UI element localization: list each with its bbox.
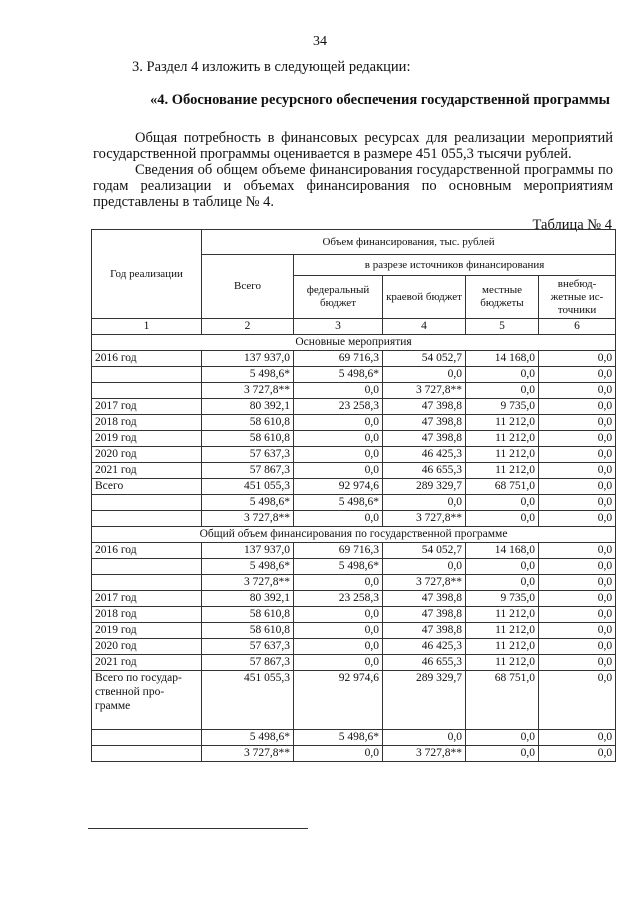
table-row [92, 543, 616, 559]
year-cell: Всего по государ-ственной про-грамме [92, 671, 202, 730]
federal-cell: 0,0 [294, 383, 383, 399]
federal-cell: 0,0 [294, 607, 383, 623]
extrabudget-cell: 0,0 [539, 383, 616, 399]
local-cell: 11 212,0 [466, 655, 539, 671]
year-cell: 2016 год [92, 543, 202, 559]
federal-cell: 0,0 [294, 415, 383, 431]
year-cell: 2019 год [92, 431, 202, 447]
local-cell: 68 751,0 [466, 671, 539, 730]
total-cell: 58 610,8 [202, 607, 294, 623]
extrabudget-cell: 0,0 [539, 431, 616, 447]
local-cell: 11 212,0 [466, 431, 539, 447]
local-cell: 9 735,0 [466, 591, 539, 607]
table-row [92, 511, 616, 527]
table-row [92, 415, 616, 431]
year-cell [92, 383, 202, 399]
federal-cell: 5 498,6* [294, 559, 383, 575]
regional-cell: 0,0 [383, 367, 466, 383]
extrabudget-cell: 0,0 [539, 399, 616, 415]
extrabudget-cell: 0,0 [539, 730, 616, 746]
local-cell: 11 212,0 [466, 415, 539, 431]
regional-cell: 3 727,8** [383, 511, 466, 527]
section-title-row [92, 335, 616, 351]
total-cell: 451 055,3 [202, 479, 294, 495]
table-row [92, 431, 616, 447]
header-extrabudget: внебюд-жетные ис-точники [539, 276, 616, 319]
regional-cell: 47 398,8 [383, 399, 466, 415]
total-cell: 137 937,0 [202, 543, 294, 559]
total-cell: 3 727,8** [202, 575, 294, 591]
regional-cell: 46 425,3 [383, 639, 466, 655]
total-cell: 80 392,1 [202, 399, 294, 415]
federal-cell: 5 498,6* [294, 495, 383, 511]
total-cell: 57 637,3 [202, 447, 294, 463]
year-cell: 2017 год [92, 591, 202, 607]
section-program-total-title: Общий объем финансирования по государственной программе [92, 527, 616, 543]
year-cell: Всего [92, 479, 202, 495]
total-cell: 3 727,8** [202, 383, 294, 399]
federal-cell: 5 498,6* [294, 367, 383, 383]
total-cell: 5 498,6* [202, 730, 294, 746]
col-number: 2 [202, 319, 294, 335]
table-row [92, 495, 616, 511]
local-cell: 11 212,0 [466, 463, 539, 479]
table-row [92, 383, 616, 399]
table-row [92, 479, 616, 495]
regional-cell: 46 655,3 [383, 463, 466, 479]
financing-table [91, 229, 616, 762]
extrabudget-cell: 0,0 [539, 655, 616, 671]
local-cell: 0,0 [466, 559, 539, 575]
regional-cell: 3 727,8** [383, 746, 466, 762]
extrabudget-cell: 0,0 [539, 671, 616, 730]
table-row [92, 447, 616, 463]
header-row-1 [92, 230, 616, 255]
paragraph-table-reference [93, 162, 613, 210]
table-row [92, 559, 616, 575]
year-cell: 2016 год [92, 351, 202, 367]
year-cell [92, 575, 202, 591]
header-regional: краевой бюджет [383, 276, 466, 319]
local-cell: 11 212,0 [466, 447, 539, 463]
extrabudget-cell: 0,0 [539, 463, 616, 479]
regional-cell: 0,0 [383, 730, 466, 746]
local-cell: 0,0 [466, 575, 539, 591]
local-cell: 0,0 [466, 383, 539, 399]
paragraph-total-need-text: Общая потребность в финансовых ресурсах для реализации мероприятий государственной программы оценивается в размере 451 055,3 тысячи рублей. [93, 130, 613, 162]
year-cell: 2021 год [92, 463, 202, 479]
federal-cell: 23 258,3 [294, 591, 383, 607]
federal-cell: 0,0 [294, 746, 383, 762]
table-row [92, 463, 616, 479]
total-cell: 137 937,0 [202, 351, 294, 367]
federal-cell: 69 716,3 [294, 351, 383, 367]
regional-cell: 46 655,3 [383, 655, 466, 671]
year-cell: 2017 год [92, 399, 202, 415]
table-row [92, 351, 616, 367]
local-cell: 0,0 [466, 730, 539, 746]
regional-cell: 54 052,7 [383, 543, 466, 559]
federal-cell: 0,0 [294, 431, 383, 447]
regional-cell: 0,0 [383, 559, 466, 575]
section-program-total [92, 543, 616, 762]
federal-cell: 5 498,6* [294, 730, 383, 746]
header-federal: федеральный бюджет [294, 276, 383, 319]
total-cell: 57 867,3 [202, 463, 294, 479]
local-cell: 11 212,0 [466, 607, 539, 623]
table-row [92, 639, 616, 655]
total-cell: 57 637,3 [202, 639, 294, 655]
total-cell: 58 610,8 [202, 415, 294, 431]
header-by-source: в разрезе источников финансирования [294, 255, 616, 276]
year-cell [92, 511, 202, 527]
page-number: 34 [313, 34, 327, 49]
year-cell [92, 495, 202, 511]
footnote-separator [88, 828, 308, 829]
federal-cell: 0,0 [294, 575, 383, 591]
year-cell: 2020 год [92, 447, 202, 463]
extrabudget-cell: 0,0 [539, 447, 616, 463]
intro-line: 3. Раздел 4 изложить в следующей редакции: [132, 59, 411, 75]
table-row [92, 591, 616, 607]
extrabudget-cell: 0,0 [539, 351, 616, 367]
federal-cell: 0,0 [294, 511, 383, 527]
section-main-activities-title: Основные мероприятия [92, 335, 616, 351]
extrabudget-cell: 0,0 [539, 623, 616, 639]
table-row [92, 575, 616, 591]
regional-cell: 289 329,7 [383, 671, 466, 730]
federal-cell: 0,0 [294, 639, 383, 655]
section-title-row [92, 527, 616, 543]
extrabudget-cell: 0,0 [539, 746, 616, 762]
year-cell: 2018 год [92, 415, 202, 431]
federal-cell: 0,0 [294, 655, 383, 671]
federal-cell: 0,0 [294, 447, 383, 463]
table-row [92, 399, 616, 415]
total-cell: 451 055,3 [202, 671, 294, 730]
extrabudget-cell: 0,0 [539, 479, 616, 495]
total-cell: 3 727,8** [202, 511, 294, 527]
year-cell: 2018 год [92, 607, 202, 623]
total-cell: 58 610,8 [202, 431, 294, 447]
local-cell: 11 212,0 [466, 639, 539, 655]
regional-cell: 0,0 [383, 495, 466, 511]
extrabudget-cell: 0,0 [539, 591, 616, 607]
federal-cell: 92 974,6 [294, 671, 383, 730]
col-number: 3 [294, 319, 383, 335]
local-cell: 11 212,0 [466, 623, 539, 639]
table-row [92, 367, 616, 383]
header-local: местные бюджеты [466, 276, 539, 319]
year-cell: 2020 год [92, 639, 202, 655]
total-cell: 5 498,6* [202, 559, 294, 575]
regional-cell: 47 398,8 [383, 591, 466, 607]
regional-cell: 54 052,7 [383, 351, 466, 367]
extrabudget-cell: 0,0 [539, 511, 616, 527]
local-cell: 14 168,0 [466, 351, 539, 367]
paragraph-total-need [93, 130, 613, 162]
year-cell: 2019 год [92, 623, 202, 639]
extrabudget-cell: 0,0 [539, 639, 616, 655]
year-cell: 2021 год [92, 655, 202, 671]
table-row [92, 730, 616, 746]
table-row [92, 623, 616, 639]
federal-cell: 92 974,6 [294, 479, 383, 495]
regional-cell: 46 425,3 [383, 447, 466, 463]
section-main-activities [92, 351, 616, 527]
local-cell: 0,0 [466, 367, 539, 383]
local-cell: 0,0 [466, 511, 539, 527]
extrabudget-cell: 0,0 [539, 607, 616, 623]
col-number: 4 [383, 319, 466, 335]
total-cell: 5 498,6* [202, 495, 294, 511]
table-row [92, 607, 616, 623]
extrabudget-cell: 0,0 [539, 415, 616, 431]
regional-cell: 47 398,8 [383, 431, 466, 447]
table-row [92, 671, 616, 730]
total-cell: 3 727,8** [202, 746, 294, 762]
extrabudget-cell: 0,0 [539, 575, 616, 591]
header-total: Всего [202, 255, 294, 319]
header-volume: Объем финансирования, тыс. рублей [202, 230, 616, 255]
extrabudget-cell: 0,0 [539, 559, 616, 575]
local-cell: 68 751,0 [466, 479, 539, 495]
header-year: Год реализации [92, 230, 202, 319]
local-cell: 0,0 [466, 746, 539, 762]
total-cell: 5 498,6* [202, 367, 294, 383]
federal-cell: 23 258,3 [294, 399, 383, 415]
regional-cell: 47 398,8 [383, 415, 466, 431]
total-cell: 57 867,3 [202, 655, 294, 671]
local-cell: 0,0 [466, 495, 539, 511]
local-cell: 9 735,0 [466, 399, 539, 415]
col-number: 6 [539, 319, 616, 335]
regional-cell: 3 727,8** [383, 383, 466, 399]
extrabudget-cell: 0,0 [539, 367, 616, 383]
regional-cell: 3 727,8** [383, 575, 466, 591]
year-cell [92, 559, 202, 575]
column-number-row [92, 319, 616, 335]
section-title: «4. Обоснование ресурсного обеспечения государственной программы [150, 92, 610, 108]
regional-cell: 289 329,7 [383, 479, 466, 495]
year-cell [92, 367, 202, 383]
year-cell [92, 730, 202, 746]
extrabudget-cell: 0,0 [539, 495, 616, 511]
regional-cell: 47 398,8 [383, 623, 466, 639]
total-cell: 80 392,1 [202, 591, 294, 607]
extrabudget-cell: 0,0 [539, 543, 616, 559]
local-cell: 14 168,0 [466, 543, 539, 559]
federal-cell: 69 716,3 [294, 543, 383, 559]
table-caption: Таблица № 4 [532, 217, 612, 233]
col-number: 1 [92, 319, 202, 335]
table-row [92, 746, 616, 762]
table-row [92, 655, 616, 671]
total-cell: 58 610,8 [202, 623, 294, 639]
col-number: 5 [466, 319, 539, 335]
paragraph-table-reference-text: Сведения об общем объеме финансирования государственной программы по годам реализации и объемах финансирования по основным мероприятиям представлены в таблице № 4. [93, 162, 613, 210]
federal-cell: 0,0 [294, 623, 383, 639]
federal-cell: 0,0 [294, 463, 383, 479]
year-cell [92, 746, 202, 762]
regional-cell: 47 398,8 [383, 607, 466, 623]
